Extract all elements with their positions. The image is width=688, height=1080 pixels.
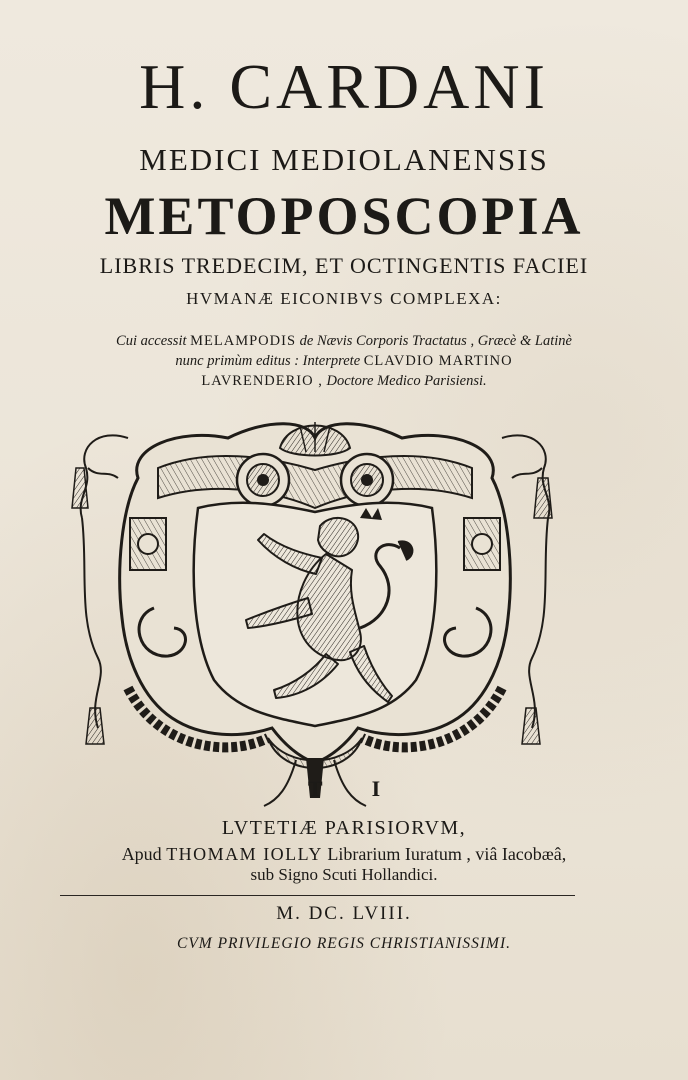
title-line-books: LIBRIS TREDECIM, ET OCTINGENTIS FACIEI bbox=[99, 253, 589, 278]
author-title: H. CARDANI bbox=[139, 51, 549, 122]
rosette-right-icon bbox=[341, 454, 393, 506]
subtitle-text: Cui accessit bbox=[116, 333, 187, 349]
subtitle-text: de Nævis Corporis Tractatus , Græcè & Latinè bbox=[299, 333, 572, 349]
royal-privilege: CVM PRIVILEGIO REGIS CHRISTIANISSIMI. bbox=[176, 935, 512, 952]
imprint-place: LVTETIÆ PARISIORVM, bbox=[221, 817, 467, 839]
imprint-year: M. DC. LVIII. bbox=[276, 903, 412, 924]
author-description: MEDICI MEDIOLANENSIS bbox=[139, 142, 549, 177]
publisher-suffix: Librarium Iuratum , viâ Iacobæâ, bbox=[327, 844, 567, 864]
subtitle-line-3 bbox=[0, 371, 688, 391]
translator-name: CLAVDIO MARTINO bbox=[363, 353, 513, 369]
horizontal-rule bbox=[60, 895, 575, 896]
emblem-initials: T I bbox=[307, 776, 403, 801]
subtitle-text: nunc primùm editus : Interprete bbox=[175, 353, 361, 369]
rosette-left-icon bbox=[237, 454, 289, 506]
printers-device-emblem bbox=[68, 408, 562, 808]
subtitle-text: Doctore Medico Parisiensi. bbox=[326, 373, 487, 389]
publisher-name: THOMAM IOLLY bbox=[166, 844, 323, 864]
subtitle-line-1 bbox=[0, 331, 688, 351]
publisher-prefix: Apud bbox=[121, 844, 162, 864]
imprint-sign: sub Signo Scuti Hollandici. bbox=[250, 865, 438, 884]
book-title: METOPOSCOPIA bbox=[104, 186, 584, 246]
imprint-publisher bbox=[0, 842, 688, 866]
subtitle-line-2 bbox=[0, 351, 688, 371]
title-line-images: HVMANÆ EICONIBVS COMPLEXA: bbox=[186, 289, 502, 308]
translator-surname: LAVRENDERIO , bbox=[201, 373, 323, 389]
subtitle-name: MELAMPODIS bbox=[190, 333, 297, 349]
